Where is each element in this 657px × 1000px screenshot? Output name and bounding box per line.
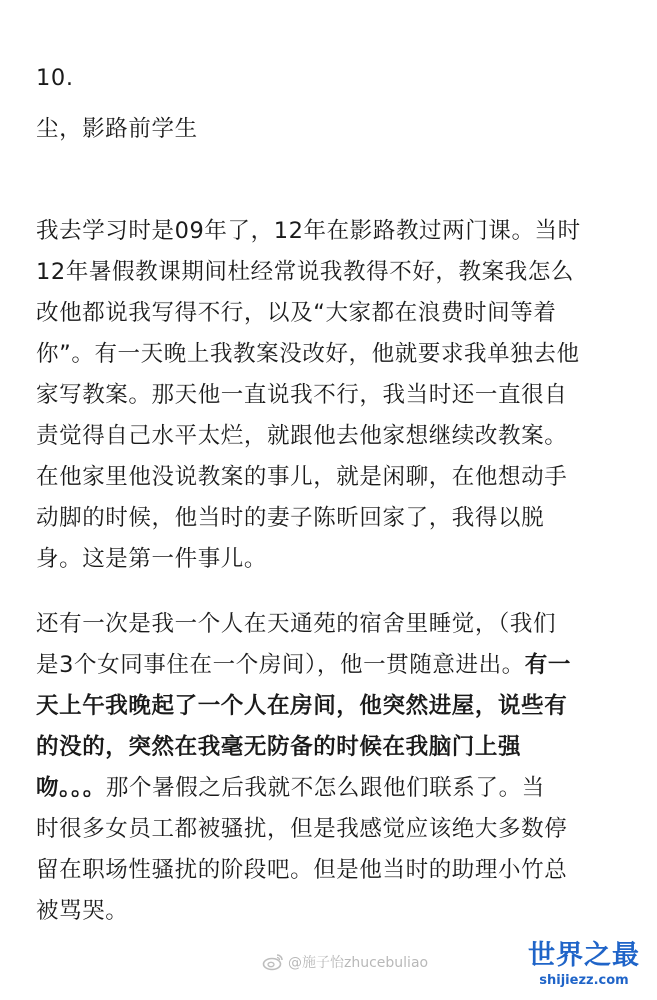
emphasized-line: 的没的，突然在我毫无防备的时候在我脑门上强 (36, 734, 522, 760)
weibo-handle: @施子怡zhucebuliao (288, 955, 429, 971)
paragraph-line: 身。这是第一件事儿。 (36, 546, 268, 572)
paragraph-line: 改他都说我写得不行，以及“大家都在浪费时间等着 (36, 300, 557, 326)
paragraph-line: 12年暑假教课期间杜经常说我教得不好，教案我怎么 (36, 259, 575, 285)
site-name: 世界之最 (528, 940, 640, 971)
paragraph-line: 在他家里他没说教案的事儿，就是闲聊，在他想动手 (36, 464, 568, 490)
paragraph-line: 家写教案。那天他一直说我不行，我当时还一直很自 (36, 382, 568, 408)
emphasized-text: 吻。。。 (36, 775, 106, 801)
paragraph-line: 时很多女员工都被骚扰，但是我感觉应该绝大多数停 (36, 816, 568, 842)
paragraph-text: 是3个女同事住在一个房间），他一贯随意进出。 (36, 652, 525, 678)
weibo-logo-icon (262, 953, 284, 971)
paragraph-line (36, 649, 571, 681)
paragraph-text: 那个暑假之后我就不怎么跟他们联系了。当 (105, 775, 545, 801)
section-number: 10. (36, 65, 74, 91)
paragraph-line: 被骂哭。 (36, 898, 129, 924)
emphasized-line: 天上午我晚起了一个人在房间，他突然进屋，说些有 (36, 693, 568, 719)
paragraph-line: 我去学习时是09年了，12年在影路教过两门课。当时 (36, 218, 581, 244)
paragraph-line: 你”。有一天晚上我教案没改好，他就要求我单独去他 (36, 341, 580, 367)
paragraph-line: 留在职场性骚扰的阶段吧。但是他当时的助理小竹总 (36, 857, 568, 883)
paragraph-line: 还有一次是我一个人在天通苑的宿舍里睡觉，（我们 (36, 611, 557, 637)
emphasized-text: 有一 (524, 652, 571, 678)
weibo-watermark (262, 952, 428, 972)
site-watermark-logo (519, 940, 649, 998)
paragraph-line (36, 772, 545, 804)
author-line: 尘，影路前学生 (36, 116, 198, 142)
paragraph-line: 动脚的时候，他当时的妻子陈昕回家了，我得以脱 (36, 505, 545, 531)
paragraph-line: 责觉得自己水平太烂，就跟他去他家想继续改教案。 (36, 423, 568, 449)
site-url: shijiezz.com (539, 973, 629, 988)
